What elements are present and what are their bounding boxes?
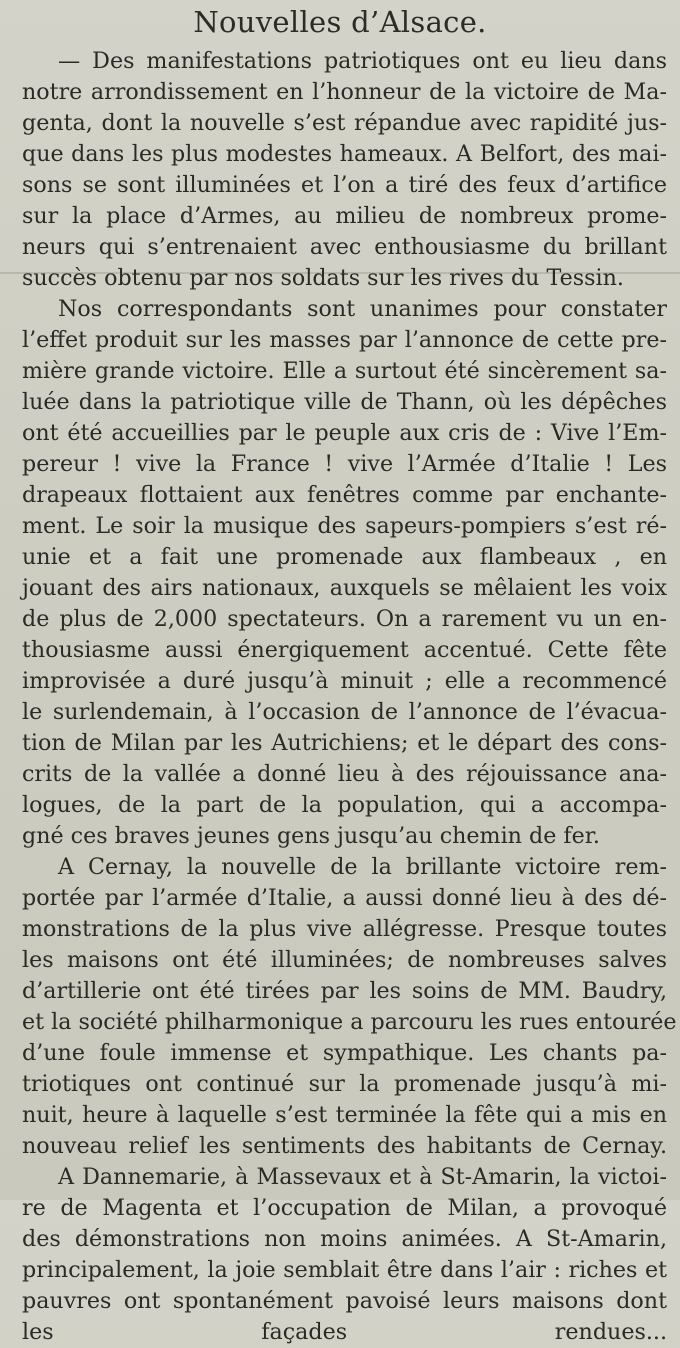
- article-line: nouveau relief les sentiments des habitants de Cernay.: [22, 1133, 667, 1159]
- article-line: des démonstrations non moins animées. A St-Amarin,: [22, 1226, 667, 1252]
- article-line: de plus de 2,000 spectateurs. On a rarement vu un en-: [22, 606, 667, 632]
- article-line: tion de Milan par les Autrichiens; et le départ des cons-: [22, 730, 667, 756]
- article-line: unie et a fait une promenade aux flambeaux , en: [22, 544, 667, 570]
- article-line: notre arrondissement en l’honneur de la victoire de Ma-: [22, 79, 667, 105]
- article-line: drapeaux flottaient aux fenêtres comme par enchante-: [22, 482, 667, 508]
- article-line: genta, dont la nouvelle s’est répandue avec rapidité jus-: [22, 110, 667, 136]
- article-line: — Des manifestations patriotiques ont eu lieu dans: [58, 48, 667, 74]
- article-line: d’artillerie ont été tirées par les soins de MM. Baudry,: [22, 978, 667, 1004]
- article-line: A Cernay, la nouvelle de la brillante victoire rem-: [58, 854, 667, 880]
- article-line: les maisons ont été illuminées; de nombreuses salves: [22, 947, 667, 973]
- article-line: ment. Le soir la musique des sapeurs-pompiers s’est ré-: [22, 513, 667, 539]
- article-line: principalement, la joie semblait être dans l’air : riches et: [22, 1257, 667, 1283]
- article-line: sur la place d’Armes, au milieu de nombreux prome-: [22, 203, 667, 229]
- article-line: portée par l’armée d’Italie, a aussi donné lieu à des dé-: [22, 885, 667, 911]
- article-line: nuit, heure à laquelle s’est terminée la fête qui a mis en: [22, 1102, 667, 1128]
- article-line: pauvres ont spontanément pavoisé leurs maisons dont: [22, 1288, 667, 1314]
- article-line: monstrations de la plus vive allégresse. Presque toutes: [22, 916, 667, 942]
- article-line: thousiasme aussi énergiquement accentué. Cette fête: [22, 637, 667, 663]
- article-line: gné ces braves jeunes gens jusqu’au chemin de fer.: [22, 823, 600, 849]
- article-line: logues, de la part de la population, qui a accompa-: [22, 792, 667, 818]
- article-line: le surlendemain, à l’occasion de l’annonce de l’évacua-: [22, 699, 667, 725]
- article-line: triotiques ont continué sur la promenade jusqu’à mi-: [22, 1071, 667, 1097]
- article-line: neurs qui s’entrenaient avec enthousiasme du brillant: [22, 234, 667, 260]
- article-line: et la société philharmonique a parcouru les rues entourée: [22, 1009, 677, 1035]
- article-line: A Dannemarie, à Massevaux et à St-Amarin, la victoi-: [58, 1164, 667, 1190]
- article-line: succès obtenu par nos soldats sur les rives du Tessin.: [22, 265, 624, 291]
- article-title: Nouvelles d’Alsace.: [193, 5, 487, 39]
- article-line: l’effet produit sur les masses par l’annonce de cette pre-: [22, 327, 667, 353]
- article-line: luée dans la patriotique ville de Thann, où les dépêches: [22, 389, 667, 415]
- article-line: sons se sont illuminées et l’on a tiré des feux d’artifice: [22, 172, 667, 198]
- article-line: crits de la vallée a donné lieu à des réjouissance ana-: [22, 761, 667, 787]
- article-line: d’une foule immense et sympathique. Les chants pa-: [22, 1040, 667, 1066]
- article-line: re de Magenta et l’occupation de Milan, a provoqué: [22, 1195, 667, 1221]
- article-line: pereur ! vive la France ! vive l’Armée d’Italie ! Les: [22, 451, 667, 477]
- article-line: mière grande victoire. Elle a surtout été sincèrement sa-: [22, 358, 667, 384]
- article-line: jouant des airs nationaux, auxquels se mêlaient les voix: [22, 575, 667, 601]
- article-line: les façades rendues...: [22, 1319, 667, 1345]
- article-line: improvisée a duré jusqu’à minuit ; elle a recommencé: [22, 668, 667, 694]
- article-line: Nos correspondants sont unanimes pour constater: [58, 296, 667, 322]
- article-line: que dans les plus modestes hameaux. A Belfort, des mai-: [22, 141, 667, 167]
- article-body: [22, 46, 677, 1348]
- article-line: ont été accueillies par le peuple aux cris de : Vive l’Em-: [22, 420, 667, 446]
